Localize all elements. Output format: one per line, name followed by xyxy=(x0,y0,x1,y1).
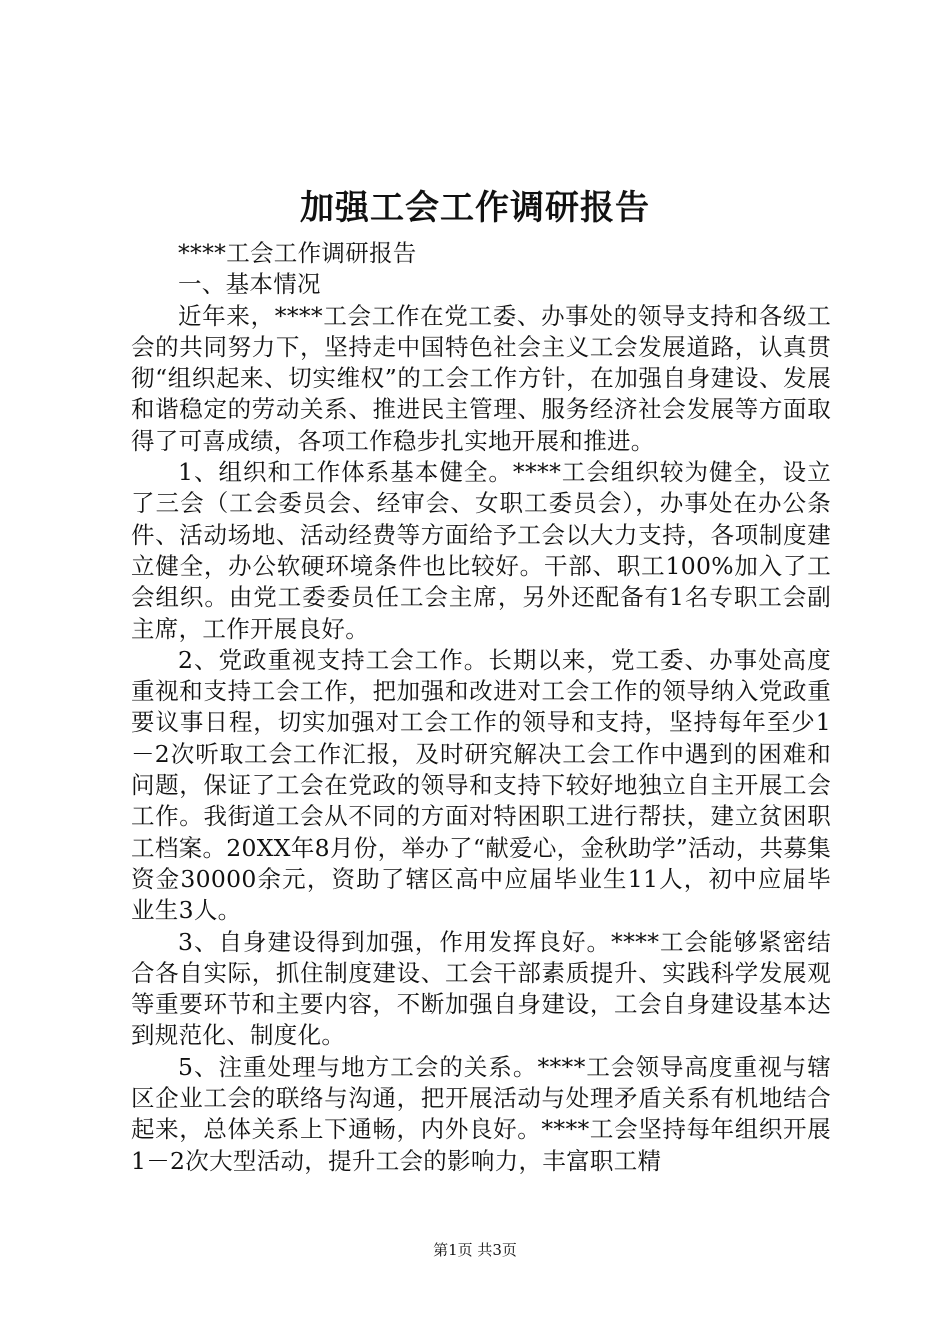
page-footer: 第1页 共3页 xyxy=(433,1241,517,1259)
report-subtitle: ****工会工作调研报告 xyxy=(178,239,417,267)
paragraph: 近年来，****工会工作在党工委、办事处的领导支持和各级工会的共同努力下，坚持走中国特色社会主义工会发展道路，认真贯彻“组织起来、切实维权”的工会工作方针，在加强自身建设、发展和谐稳定的劳动关系、推进民主管理、服务经济社会发展等方面取得了可喜成绩，各项工作稳步扎实地开展和推进。 xyxy=(131,301,831,455)
paragraph: 2、党政重视支持工会工作。长期以来，党工委、办事处高度重视和支持工会工作，把加强和改进对工会工作的领导纳入党政重要议事日程，切实加强对工会工作的领导和支持，坚持每年至少1－2次听取工会工作汇报，及时研究解决工会工作中遇到的困难和问题，保证了工会在党政的领导和支持下较好地独立自主开展工会工作。我街道工会从不同的方面对特困职工进行帮扶，建立贫困职工档案。20XX年8月份，举办了“献爱心，金秋助学”活动，共募集资金30000余元，资助了辖区高中应届毕业生11人，初中应届毕业生3人。 xyxy=(131,645,831,925)
document-body xyxy=(131,238,831,1177)
paragraph: 3、自身建设得到加强，作用发挥良好。****工会能够紧密结合各自实际，抓住制度建设、工会干部素质提升、实践科学发展观等重要环节和主要内容，不断加强自身建设，工会自身建设基本达到规范化、制度化。 xyxy=(131,927,831,1050)
document-title: 加强工会工作调研报告 xyxy=(300,188,650,228)
section-heading: 一、基本情况 xyxy=(178,270,321,299)
paragraph: 1、组织和工作体系基本健全。****工会组织较为健全，设立了三会（工会委员会、经审会、女职工委员会），办事处在办公条件、活动场地、活动经费等方面给予工会以大力支持，各项制度建立健全，办公软硬环境条件也比较好。干部、职工100%加入了工会组织。由党工委委员任工会主席，另外还配备有1名专职工会副主席，工作开展良好。 xyxy=(131,458,831,643)
paragraph: 5、注重处理与地方工会的关系。****工会领导高度重视与辖区企业工会的联络与沟通，把开展活动与处理矛盾关系有机地结合起来，总体关系上下通畅，内外良好。****工会坚持每年组织开展1－2次大型活动，提升工会的影响力，丰富职工精 xyxy=(131,1052,831,1175)
